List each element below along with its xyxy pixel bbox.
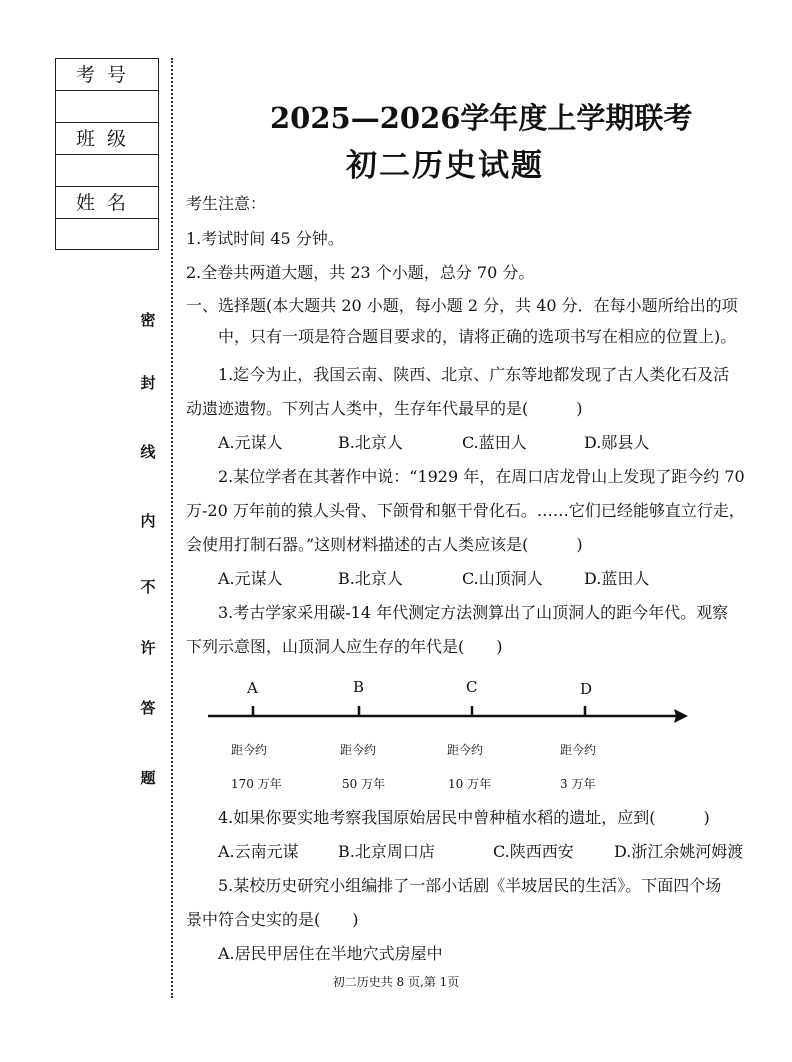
q3-line-1: 3.考古学家采用碳-14 年代测定方法测算出了山顶洞人的距今年代。观察 [218,603,729,622]
student-info-box [55,58,159,250]
seal-char: 封 [140,374,156,392]
exam-title: 2025—2026学年度上学期联考 [270,101,693,135]
seal-char: 题 [140,769,156,787]
arrow-right-icon [674,709,688,723]
q1-line-1: 1.迄今为止，我国云南、陕西、北京、广东等地都发现了古人类化石及活 [218,365,730,384]
q2-option-a: A.元谋人 [218,569,283,588]
q2-line-2: 万-20 万年前的猿人头骨、下颌骨和躯干骨化石。……它们已经能够直立行走， [186,501,745,520]
timeline-label-d: D [580,680,593,698]
exam-number-label: 考号 [56,59,158,91]
q5-line-2: 景中符合史实的是( ) [186,910,359,929]
q4-option-a: A.云南元谋 [218,842,299,861]
q1-option-a: A.元谋人 [218,433,283,452]
timeline-year-c: 10 万年 [448,777,492,791]
timeline-sub-c: 距今约 [447,743,484,757]
seal-char: 不 [140,578,156,596]
q5-option-a: A.居民甲居住在半地穴式房屋中 [218,944,443,963]
q4-option-d: D.浙江余姚河姆渡 [614,842,744,861]
exam-number-field[interactable] [56,91,158,123]
timeline-year-d: 3 万年 [560,777,596,791]
q2-option-b: B.北京人 [338,569,403,588]
q4-line-1: 4.如果你要实地考察我国原始居民中曾种植水稻的遗址，应到( ) [218,808,710,827]
timeline-label-b: B [353,678,365,696]
seal-char: 线 [140,443,156,461]
timeline-axis [200,700,700,730]
class-label: 班级 [56,123,158,155]
timeline-sub-b: 距今约 [340,743,377,757]
seal-char: 密 [140,311,156,329]
q2-option-c: C.山顶洞人 [462,569,543,588]
seal-char: 答 [140,699,156,717]
q1-line-2: 动遗迹遗物。下列古人类中，生存年代最早的是( ) [186,399,583,418]
q2-line-1: 2.某位学者在其著作中说：“1929 年，在周口店龙骨山上发现了距今约 70 [218,467,745,486]
notice-item-1: 1.考试时间 45 分钟。 [186,229,344,248]
timeline-year-b: 50 万年 [342,777,386,791]
class-field[interactable] [56,155,158,187]
timeline-sub-a: 距今约 [231,743,268,757]
q5-line-1: 5.某校历史研究小组编排了一部小话剧《半坡居民的生活》。下面四个场 [218,876,722,895]
q2-option-d: D.蓝田人 [584,569,650,588]
seal-dotted-line [171,58,173,998]
q1-option-c: C.蓝田人 [462,433,527,452]
exam-subtitle: 初二历史试题 [346,148,544,184]
timeline-sub-d: 距今约 [560,743,597,757]
name-label: 姓名 [56,187,158,219]
q4-option-c: C.陕西西安 [493,842,574,861]
seal-char: 许 [140,639,156,657]
timeline-label-c: C [466,678,478,696]
q4-option-b: B.北京周口店 [338,842,435,861]
seal-char: 内 [140,512,156,530]
q2-line-3: 会使用打制石器。”这则材料描述的古人类应该是( ) [186,535,583,554]
name-field[interactable] [56,219,158,251]
q3-line-2: 下列示意图，山顶洞人应生存的年代是( ) [186,637,503,656]
notice-item-2: 2.全卷共两道大题，共 23 个小题，总分 70 分。 [186,263,535,282]
timeline-label-a: A [247,679,258,697]
section1-line-1: 一、选择题(本大题共 20 小题，每小题 2 分，共 40 分．在每小题所给出的项 [186,296,738,315]
notice-heading: 考生注意： [186,194,267,213]
timeline-year-a: 170 万年 [231,777,282,791]
q1-option-d: D.郧县人 [584,433,650,452]
section1-line-2: 中，只有一项是符合题目要求的，请将正确的选项书写在相应的位置上)。 [218,327,737,346]
q1-option-b: B.北京人 [338,433,403,452]
page-footer: 初二历史共 8 页,第 1页 [332,975,460,989]
